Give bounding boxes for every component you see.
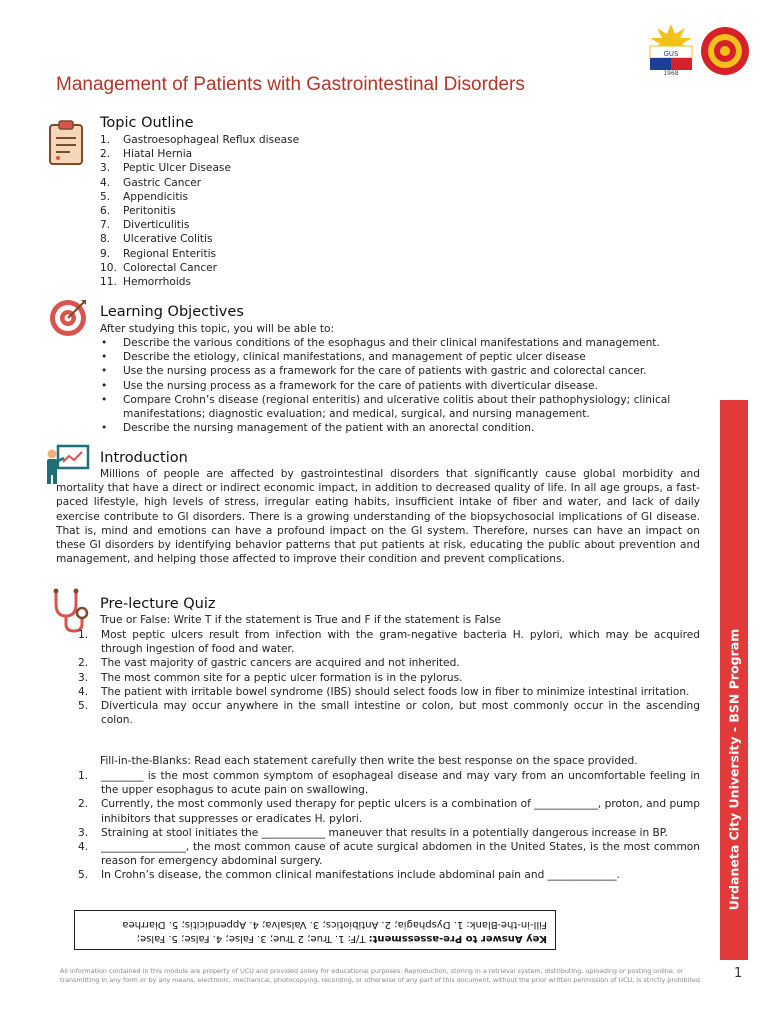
introduction-heading: Introduction [100, 450, 188, 466]
list-item: 3. Straining at stool initiates the ____________ maneuver that results in a potentially dangerous increase in BP. [78, 826, 668, 839]
fill-in-blanks-instruction: Fill-in-the-Blanks: Read each statement carefully then write the best response on the space provided. [100, 755, 638, 767]
answer-key-box [74, 910, 556, 950]
list-item: 6. Peritonitis [100, 204, 176, 217]
list-item: 11. Hemorrhoids [100, 275, 192, 288]
list-item: • Use the nursing process as a framework for the care of patients with gastric and colorectal cancer. [100, 364, 704, 378]
list-item: 2. Hiatal Hernia [100, 148, 193, 161]
logo-year: 1968 [663, 70, 679, 77]
list-item: 4. The patient with irritable bowel syndrome (IBS) should select foods low in fiber to minimize intestinal irritation. [78, 685, 690, 698]
introduction-body: Millions of people are affected by gastrointestinal disorders that significantly cause global morbidity and mortality that have a direct or indirect economic impact, in addition to decreased quality of life. In all age groups, a fast-paced lifestyle, high levels of stress, irregular eating habits, insufficient intake of fiber and water, and lack of daily exercise contribute to GI disorders. There is a growing understanding of the biopsychosocial implications of GI disease. That is, mind and emotions can have a profound impact on the GI system. Therefore, nurses can have an impact on these GI disorders by identifying behavior patterns that put patients at risk, educating the public about prevention and management, and helping those affected to improve their condition and prevent complications. [56, 468, 700, 566]
list-item: • Describe the etiology, clinical manifestations, and management of peptic ulcer disease [100, 350, 704, 364]
list-item: 5. In Crohn’s disease, the common clinical manifestations include abdominal pain and _____________. [78, 869, 620, 882]
list-item: 1. Most peptic ulcers result from infection with the gram-negative bacteria H. pylori, which may be acquired through ingestion of food and water. [78, 629, 700, 656]
topic-outline-heading: Topic Outline [100, 115, 194, 131]
list-item: 1. ________ is the most common symptom of esophageal disease and may vary from an uncomfortable feeling in the upper esophagus to acute pain on swallowing. [78, 770, 700, 797]
page-number: 1 [734, 966, 743, 981]
list-item: 3. The most common site for a peptic ulcer formation is in the pylorus. [78, 671, 463, 684]
answer-key-label: Key Answer to Pre-assessment: [368, 933, 547, 944]
list-item: • Describe the nursing management of the patient with an anorectal condition. [100, 421, 704, 435]
list-item: • Compare Crohn’s disease (regional enteritis) and ulcerative colitis about their pathophysiology; clinical manifestations; diagnostic evaluation; and medical, surgical, and nursing management. [100, 393, 704, 421]
list-item: 5. Diverticula may occur anywhere in the small intestine or colon, but most commonly occur in the ascending colon. [78, 700, 700, 727]
list-item: 8. Ulcerative Colitis [100, 233, 213, 246]
list-item: 4. ________________, the most common cause of acute surgical abdomen in the United States, is the most common reason for emergency abdominal surgery. [78, 841, 700, 868]
pre-lecture-quiz-heading: Pre-lecture Quiz [100, 596, 216, 612]
list-item: 5. Appendicitis [100, 190, 188, 203]
true-false-list [78, 628, 700, 727]
fill-in-blanks-list [78, 769, 700, 883]
learning-objectives-heading: Learning Objectives [100, 304, 244, 320]
course-code-tab [724, 415, 746, 500]
answer-key-text [75, 911, 555, 949]
list-item: 10. Colorectal Cancer [100, 261, 218, 274]
svg-text:GUS: GUS [663, 50, 679, 58]
ucu-seal [700, 26, 750, 76]
target-icon [48, 298, 88, 342]
answer-key-line-1: T/F: 1. True; 2 True; 3. False; 4. False; 5. False; [136, 933, 369, 944]
list-item: 9. Regional Enteritis [100, 247, 217, 260]
course-code: NCM-116 [727, 424, 743, 489]
objectives-intro: After studying this topic, you will be able to: [100, 323, 335, 335]
list-item: • Use the nursing process as a framework for the care of patients with diverticular disease. [100, 379, 704, 393]
list-item: 2. Currently, the most commonly used therapy for peptic ulcers is a combination of ____________, proton, and pump inhibitors that suppresses or eradicates H. pylori. [78, 798, 700, 825]
clipboard-icon [48, 120, 84, 170]
sidebar-program-name: Urdaneta City University - BSN Program [726, 628, 742, 911]
list-item: 2. The vast majority of gastric cancers are acquired and not inherited. [78, 657, 460, 670]
list-item: 1. Gastroesophageal Reflux disease [100, 134, 300, 146]
list-item: • Describe the various conditions of the esophagus and their clinical manifestations and management. [100, 336, 704, 350]
copyright-notice: All information contained in this module are property of UCU and provided solely for educational purposes. Reproduction, storing in a retrieval system, distributing, uploading or posting online, or transmitting in any form or by any means, electronic, mechanical, photocopying, recording, or otherwise of any part of this document, without the prior written permission of UCU, is strictly prohibited. [60, 967, 702, 984]
list-item: 4. Gastric Cancer [100, 176, 202, 189]
objectives-list [100, 336, 704, 435]
true-false-instruction: True or False: Write T if the statement is True and F if the statement is False [100, 614, 502, 626]
topic-outline-list [100, 133, 299, 289]
list-item: 7. Diverticulitis [100, 219, 190, 232]
list-item: 3. Peptic Ulcer Disease [100, 162, 231, 175]
answer-key-line-2: Fill-in-the-Blank: 1. Dysphagia; 2. Antibiotics; 3. Valsalva; 4. Appendicitis; 5. Diarrhea [122, 919, 547, 930]
page-title: Management of Patients with Gastrointestinal Disorders [56, 74, 525, 95]
ucu-logo-left [644, 22, 698, 80]
